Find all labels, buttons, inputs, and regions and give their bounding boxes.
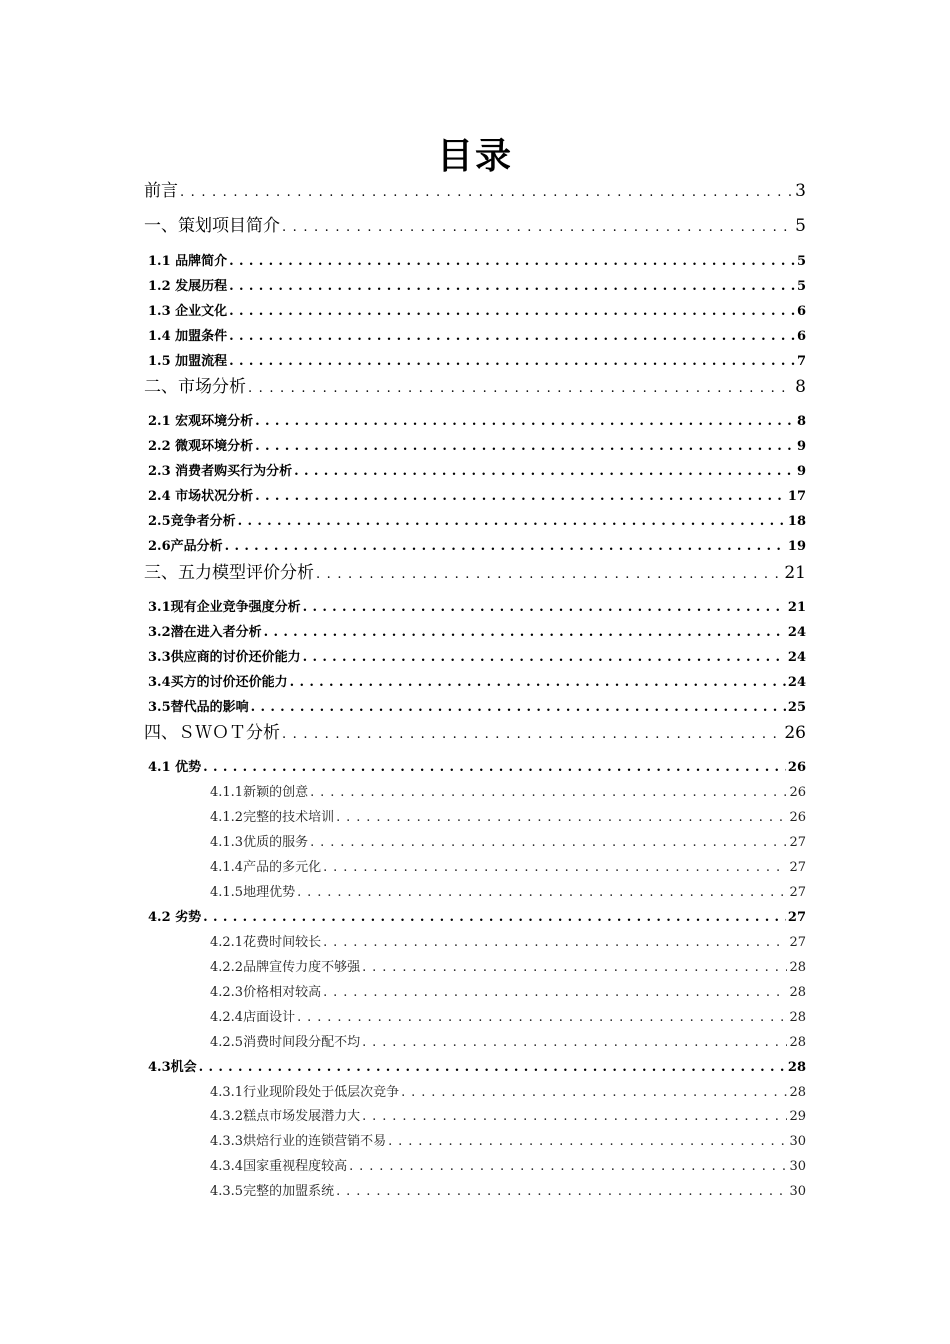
- toc-dot-leader: [255, 489, 786, 504]
- toc-dot-leader: [229, 354, 795, 369]
- toc-dot-leader: [229, 254, 795, 269]
- toc-entry[interactable]: [144, 211, 806, 239]
- toc-dot-leader: [297, 885, 787, 900]
- toc-entry[interactable]: [210, 1180, 806, 1202]
- toc-page-number: 29: [789, 1109, 806, 1124]
- toc-entry-label: 1.1 品牌简介: [148, 254, 228, 269]
- toc-page-number: 28: [789, 1035, 806, 1050]
- toc-entry[interactable]: [144, 718, 806, 746]
- toc-dot-leader: [180, 185, 793, 200]
- toc-entry[interactable]: [148, 535, 806, 557]
- toc-entry-label: 3.2潜在进入者分析: [148, 625, 262, 640]
- toc-entry[interactable]: [210, 1105, 806, 1127]
- toc-dot-leader: [310, 785, 787, 800]
- toc-page-number: 9: [796, 439, 806, 454]
- toc-entry-label: 4.1.2完整的技术培训: [210, 810, 335, 825]
- toc-dot-leader: [203, 910, 786, 925]
- toc-entry[interactable]: [148, 906, 806, 928]
- toc-entry-label: 4.3.4国家重视程度较高: [210, 1159, 348, 1174]
- toc-entry-label: 二、市场分析: [144, 377, 246, 397]
- toc-dot-leader: [316, 567, 782, 582]
- toc-dot-leader: [323, 860, 787, 875]
- toc-entry[interactable]: [144, 558, 806, 586]
- toc-page-number: 28: [789, 985, 806, 1000]
- toc-entry-label: 2.4 市场状况分析: [148, 489, 254, 504]
- toc-dot-leader: [255, 439, 795, 454]
- toc-entry[interactable]: [210, 1155, 806, 1177]
- toc-entry-label: 一、策划项目简介: [144, 216, 280, 236]
- toc-page-number: 8: [795, 377, 806, 397]
- toc-entry[interactable]: [210, 956, 806, 978]
- toc-entry[interactable]: [148, 435, 806, 457]
- toc-dot-leader: [229, 279, 795, 294]
- toc-entry[interactable]: [148, 460, 806, 482]
- toc-page-number: 28: [789, 960, 806, 975]
- toc-title: 目录: [436, 136, 513, 177]
- toc-page-number: 30: [789, 1134, 806, 1149]
- toc-page-number: 21: [787, 600, 806, 615]
- toc-page-number: 17: [787, 489, 806, 504]
- toc-entry[interactable]: [148, 410, 806, 432]
- toc-dot-leader: [388, 1134, 787, 1149]
- toc-entry-label: 1.2 发展历程: [148, 279, 228, 294]
- toc-entry[interactable]: [148, 646, 806, 668]
- toc-dot-leader: [303, 650, 786, 665]
- toc-dot-leader: [349, 1159, 787, 1174]
- toc-dot-leader: [229, 304, 795, 319]
- toc-entry[interactable]: [148, 510, 806, 532]
- toc-entry[interactable]: [210, 831, 806, 853]
- toc-entry[interactable]: [148, 300, 806, 322]
- toc-dot-leader: [362, 1035, 787, 1050]
- toc-entry[interactable]: [148, 350, 806, 372]
- toc-entry[interactable]: [210, 806, 806, 828]
- toc-entry-label: 2.3 消费者购买行为分析: [148, 464, 293, 479]
- toc-dot-leader: [199, 1060, 786, 1075]
- toc-entry[interactable]: [210, 1081, 806, 1103]
- toc-entry[interactable]: [148, 250, 806, 272]
- toc-entry-label: 四、ＳＷＯＴ分析: [144, 723, 280, 743]
- toc-entry-label: 4.2.1花费时间较长: [210, 935, 322, 950]
- toc-page-number: 30: [789, 1159, 806, 1174]
- toc-entry-label: 3.1现有企业竞争强度分析: [148, 600, 301, 615]
- toc-entry-label: 3.4买方的讨价还价能力: [148, 675, 288, 690]
- toc-dot-leader: [225, 539, 786, 554]
- toc-entry-label: 4.3.1行业现阶段处于低层次竞争: [210, 1085, 400, 1100]
- toc-page-number: 7: [796, 354, 806, 369]
- toc-entry-label: 4.1.3优质的服务: [210, 835, 309, 850]
- toc-dot-leader: [264, 625, 786, 640]
- toc-entry[interactable]: [210, 781, 806, 803]
- toc-entry[interactable]: [148, 325, 806, 347]
- toc-page-number: 24: [787, 650, 806, 665]
- toc-entry-label: 4.3机会: [148, 1060, 197, 1075]
- toc-entry-label: 4.3.3烘焙行业的连锁营销不易: [210, 1134, 387, 1149]
- toc-page-number: 27: [789, 860, 806, 875]
- toc-dot-leader: [362, 1109, 787, 1124]
- toc-dot-leader: [297, 1010, 787, 1025]
- toc-page-number: 28: [787, 1060, 806, 1075]
- toc-entry[interactable]: [148, 671, 806, 693]
- toc-dot-leader: [203, 760, 786, 775]
- toc-page-number: 26: [789, 785, 806, 800]
- toc-entry-label: 4.2.4店面设计: [210, 1010, 296, 1025]
- toc-entry[interactable]: [210, 881, 806, 903]
- toc-entry[interactable]: [148, 596, 806, 618]
- toc-entry-label: 4.1.5地理优势: [210, 885, 296, 900]
- toc-dot-leader: [336, 810, 787, 825]
- toc-page-number: 27: [787, 910, 806, 925]
- toc-entry[interactable]: [144, 372, 806, 400]
- toc-dot-leader: [255, 414, 795, 429]
- toc-dot-leader: [294, 464, 795, 479]
- toc-entry-label: 4.1.4产品的多元化: [210, 860, 322, 875]
- toc-page-number: 5: [796, 254, 806, 269]
- toc-entry-label: 1.4 加盟条件: [148, 329, 228, 344]
- toc-dot-leader: [362, 960, 787, 975]
- toc-entry-label: 4.1 优势: [148, 760, 202, 775]
- toc-dot-leader: [336, 1184, 787, 1199]
- toc-entry[interactable]: [148, 696, 806, 718]
- toc-page-number: 19: [787, 539, 806, 554]
- toc-entry[interactable]: [148, 756, 806, 778]
- toc-entry-label: 4.3.5完整的加盟系统: [210, 1184, 335, 1199]
- toc-page-number: 8: [796, 414, 806, 429]
- toc-page-number: 6: [796, 304, 806, 319]
- toc-entry-label: 3.3供应商的讨价还价能力: [148, 650, 301, 665]
- toc-entry-label: 4.2.3价格相对较高: [210, 985, 322, 1000]
- toc-page-number: 5: [795, 216, 806, 236]
- toc-page-number: 24: [787, 675, 806, 690]
- toc-dot-leader: [248, 381, 793, 396]
- toc-page-number: 24: [787, 625, 806, 640]
- toc-entry[interactable]: [148, 621, 806, 643]
- toc-entry-label: 1.3 企业文化: [148, 304, 228, 319]
- toc-entry-label: 4.2.5消费时间段分配不均: [210, 1035, 361, 1050]
- toc-page-number: 25: [787, 700, 806, 715]
- toc-entry-label: 前言: [144, 181, 178, 201]
- toc-entry-label: 2.6产品分析: [148, 539, 223, 554]
- toc-page-number: 21: [784, 563, 806, 583]
- toc-entry[interactable]: [210, 1130, 806, 1152]
- toc-page-number: 27: [789, 835, 806, 850]
- toc-page-number: 6: [796, 329, 806, 344]
- toc-page-number: 28: [789, 1085, 806, 1100]
- toc-dot-leader: [303, 600, 786, 615]
- toc-entry[interactable]: [210, 856, 806, 878]
- toc-entry[interactable]: [148, 1056, 806, 1078]
- toc-page-number: 3: [795, 181, 806, 201]
- toc-page-number: 30: [789, 1184, 806, 1199]
- toc-entry-label: 三、五力模型评价分析: [144, 563, 314, 583]
- toc-dot-leader: [251, 700, 786, 715]
- toc-page-number: 18: [787, 514, 806, 529]
- toc-entry[interactable]: [144, 176, 806, 204]
- toc-entry[interactable]: [148, 275, 806, 297]
- toc-entry-label: 4.1.1新颖的创意: [210, 785, 309, 800]
- toc-entry-label: 2.2 微观环境分析: [148, 439, 254, 454]
- toc-page-number: 28: [789, 1010, 806, 1025]
- toc-dot-leader: [310, 835, 787, 850]
- toc-entry[interactable]: [210, 1006, 806, 1028]
- toc-dot-leader: [401, 1085, 787, 1100]
- toc-entry[interactable]: [148, 485, 806, 507]
- toc-dot-leader: [282, 220, 793, 235]
- toc-page-number: 9: [796, 464, 806, 479]
- toc-dot-leader: [282, 727, 782, 742]
- toc-entry-label: 2.5竞争者分析: [148, 514, 236, 529]
- toc-entry-label: 4.2.2品牌宣传力度不够强: [210, 960, 361, 975]
- toc-page-number: 26: [789, 810, 806, 825]
- toc-page-number: 27: [789, 885, 806, 900]
- toc-dot-leader: [238, 514, 786, 529]
- toc-dot-leader: [323, 985, 787, 1000]
- toc-entry-label: 1.5 加盟流程: [148, 354, 228, 369]
- toc-dot-leader: [323, 935, 787, 950]
- toc-page-number: 27: [789, 935, 806, 950]
- toc-entry-label: 4.3.2糕点市场发展潜力大: [210, 1109, 361, 1124]
- toc-entry[interactable]: [210, 981, 806, 1003]
- toc-dot-leader: [290, 675, 786, 690]
- toc-page-number: 26: [787, 760, 806, 775]
- toc-dot-leader: [229, 329, 795, 344]
- toc-entry-label: 2.1 宏观环境分析: [148, 414, 254, 429]
- toc-entry-label: 4.2 劣势: [148, 910, 202, 925]
- toc-page-number: 26: [784, 723, 806, 743]
- toc-page-number: 5: [796, 279, 806, 294]
- toc-entry[interactable]: [210, 931, 806, 953]
- toc-entry-label: 3.5替代品的影响: [148, 700, 249, 715]
- toc-entry[interactable]: [210, 1031, 806, 1053]
